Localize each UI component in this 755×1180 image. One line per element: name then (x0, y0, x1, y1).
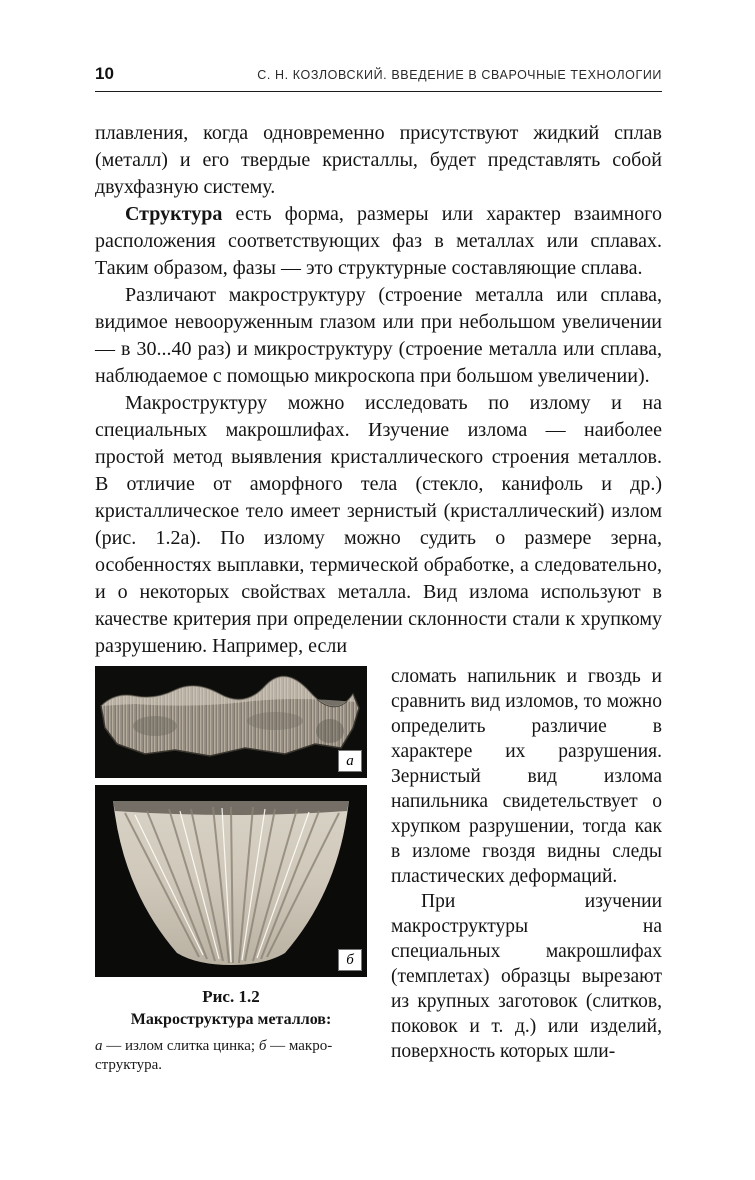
caption-item-b-label: б (258, 1038, 267, 1054)
figure-photo-zinc-ingot-fracture (95, 666, 367, 778)
figure-text-row (95, 664, 662, 1075)
caption-item-b-text: — макро-структура. (95, 1038, 333, 1073)
body-text (95, 120, 662, 1075)
bold-lead-structure: Структура (125, 203, 223, 225)
paragraph-structure-rest: есть форма, размеры или характер взаимного расположения соответствующих фаз в металлах или сплавах. Таким образом, фазы — это структурные составляющие сплава. (95, 203, 662, 279)
page-content (95, 64, 662, 1075)
page-number: 10 (95, 64, 114, 83)
photo-label-a: а (338, 750, 362, 772)
figure-caption-detail (95, 1037, 367, 1075)
page-header (95, 64, 662, 84)
figure-caption (95, 986, 367, 1075)
caption-item-a-label: а (95, 1038, 103, 1054)
header-rule (95, 91, 662, 92)
figure-1-2 (95, 666, 367, 1075)
paragraph-fracture-continued: сломать напильник и гвоздь и сравнить вид изломов, то можно определить различие в характере их разрушения. Зернистый вид излома напильника свидетельствует о хрупком разрушении, тогда как в изломе гвоздя видны следы пластических деформаций. (391, 666, 662, 887)
wrapped-text-column (391, 664, 662, 1075)
paragraph-continuation: плавления, когда одновременно присутствуют жидкий сплав (металл) и его твердые кристаллы, будет представлять собой двухфазную систему. (95, 122, 662, 198)
figure-caption-number: Рис. 1.2 (202, 987, 260, 1006)
figure-photo-macrostructure (95, 785, 367, 977)
running-header: С. Н. КОЗЛОВСКИЙ. ВВЕДЕНИЕ В СВАРОЧНЫЕ ТЕХНОЛОГИИ (257, 68, 662, 82)
caption-item-a-text: — излом слитка цинка; (102, 1038, 259, 1054)
photo-label-b: б (338, 949, 362, 971)
paragraph-templates: При изучении макроструктуры на специальных макрошлифах (темплетах) образцы вырезают из крупных заготовок (слитков, поковок и т. д.) или изделий, поверхность которых шли- (391, 891, 662, 1062)
paragraph-macro-micro: Различают макроструктуру (строение металла или сплава, видимое невооруженным глазом или при небольшом увеличении — в 30...40 раз) и микроструктуру (строение металла или сплава, наблюдаемое с помощью микроскопа при большом увеличении). (95, 284, 662, 387)
paragraph-fracture: Макроструктуру можно исследовать по излому и на специальных макрошлифах. Изучение излома — наиболее простой метод выявления кристаллического строения металлов. В отличие от аморфного тела (стекло, канифоль и др.) кристаллическое тело имеет зернистый (кристаллический) излом (рис. 1.2а). По излому можно судить о размере зерна, особенностях выплавки, термической обработке, а следовательно, и о некоторых свойствах металла. Вид излома используют в качестве критерия при определении склонности стали к хрупкому разрушению. Например, если (95, 392, 662, 657)
zinc-fracture-image (95, 666, 367, 778)
figure-caption-title: Макроструктура металлов: (130, 1011, 332, 1028)
paragraph-structure (95, 201, 662, 282)
macrostructure-image (95, 785, 367, 977)
